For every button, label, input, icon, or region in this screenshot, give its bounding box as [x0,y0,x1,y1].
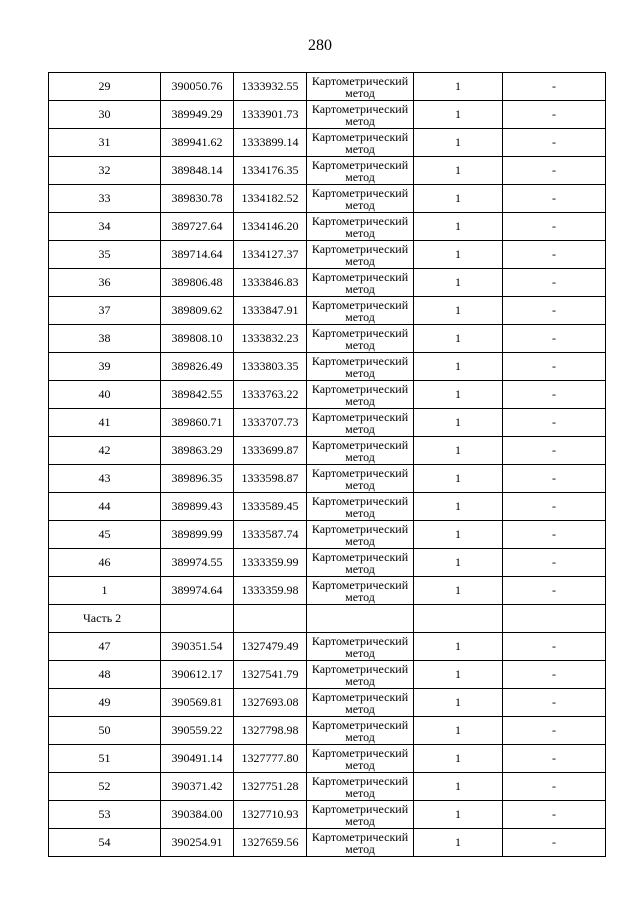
y-coordinate-cell: 1327693.08 [234,689,307,717]
count-cell: 1 [414,717,503,745]
method-text: Картометрический метод [311,298,409,324]
dash-cell: - [503,185,606,213]
method-cell [307,297,414,325]
method-text: Картометрический метод [311,522,409,548]
empty-cell [414,605,503,633]
point-number-cell: 52 [49,773,161,801]
method-text: Картометрический метод [311,718,409,744]
dash-cell: - [503,829,606,857]
y-coordinate-cell: 1333598.87 [234,465,307,493]
method-cell [307,549,414,577]
y-coordinate-cell: 1327541.79 [234,661,307,689]
x-coordinate-cell: 389949.29 [161,101,234,129]
table-row [49,549,606,577]
x-coordinate-cell: 389830.78 [161,185,234,213]
dash-cell: - [503,801,606,829]
point-number-cell: 50 [49,717,161,745]
method-text: Картометрический метод [311,690,409,716]
table-row [49,521,606,549]
method-cell [307,129,414,157]
method-text: Картометрический метод [311,354,409,380]
table-row [49,829,606,857]
count-cell: 1 [414,101,503,129]
x-coordinate-cell: 389806.48 [161,269,234,297]
dash-cell: - [503,297,606,325]
x-coordinate-cell: 389714.64 [161,241,234,269]
method-text: Картометрический метод [311,214,409,240]
point-number-cell: 38 [49,325,161,353]
dash-cell: - [503,437,606,465]
count-cell: 1 [414,829,503,857]
table-row [49,633,606,661]
method-cell [307,633,414,661]
dash-cell: - [503,213,606,241]
method-cell [307,213,414,241]
x-coordinate-cell: 389974.55 [161,549,234,577]
table-row [49,157,606,185]
dash-cell: - [503,493,606,521]
x-coordinate-cell: 390491.14 [161,745,234,773]
method-cell [307,101,414,129]
coordinates-table [48,72,606,857]
count-cell: 1 [414,297,503,325]
y-coordinate-cell: 1334146.20 [234,213,307,241]
point-number-cell: 43 [49,465,161,493]
count-cell: 1 [414,213,503,241]
table-row [49,353,606,381]
table-row [49,325,606,353]
point-number-cell: 31 [49,129,161,157]
y-coordinate-cell: 1327479.49 [234,633,307,661]
y-coordinate-cell: 1333932.55 [234,73,307,101]
count-cell: 1 [414,577,503,605]
table-row [49,185,606,213]
y-coordinate-cell: 1333846.83 [234,269,307,297]
x-coordinate-cell: 389809.62 [161,297,234,325]
count-cell: 1 [414,773,503,801]
method-cell [307,73,414,101]
empty-cell [503,605,606,633]
method-cell [307,493,414,521]
x-coordinate-cell: 389808.10 [161,325,234,353]
table-row [49,213,606,241]
count-cell: 1 [414,801,503,829]
method-text: Картометрический метод [311,830,409,856]
dash-cell: - [503,325,606,353]
table-row [49,801,606,829]
y-coordinate-cell: 1334182.52 [234,185,307,213]
y-coordinate-cell: 1333847.91 [234,297,307,325]
method-cell [307,773,414,801]
method-text: Картометрический метод [311,158,409,184]
empty-cell [307,605,414,633]
y-coordinate-cell: 1327710.93 [234,801,307,829]
dash-cell: - [503,381,606,409]
y-coordinate-cell: 1333359.98 [234,577,307,605]
point-number-cell: 33 [49,185,161,213]
x-coordinate-cell: 390050.76 [161,73,234,101]
method-text: Картометрический метод [311,634,409,660]
count-cell: 1 [414,129,503,157]
method-text: Картометрический метод [311,410,409,436]
count-cell: 1 [414,465,503,493]
method-cell [307,269,414,297]
table-row [49,381,606,409]
point-number-cell: 53 [49,801,161,829]
method-text: Картометрический метод [311,774,409,800]
point-number-cell: 40 [49,381,161,409]
table-row [49,269,606,297]
x-coordinate-cell: 389826.49 [161,353,234,381]
x-coordinate-cell: 389842.55 [161,381,234,409]
method-cell [307,717,414,745]
point-number-cell: 44 [49,493,161,521]
point-number-cell: 39 [49,353,161,381]
method-text: Картометрический метод [311,242,409,268]
method-cell [307,661,414,689]
empty-cell [161,605,234,633]
dash-cell: - [503,717,606,745]
table-row [49,129,606,157]
point-number-cell: 30 [49,101,161,129]
count-cell: 1 [414,661,503,689]
method-text: Картометрический метод [311,438,409,464]
table-row [49,773,606,801]
y-coordinate-cell: 1327659.56 [234,829,307,857]
table-row [49,689,606,717]
y-coordinate-cell: 1334127.37 [234,241,307,269]
section-row [49,605,606,633]
method-cell [307,521,414,549]
x-coordinate-cell: 390612.17 [161,661,234,689]
x-coordinate-cell: 389899.99 [161,521,234,549]
dash-cell: - [503,773,606,801]
dash-cell: - [503,661,606,689]
x-coordinate-cell: 389899.43 [161,493,234,521]
method-text: Картометрический метод [311,270,409,296]
x-coordinate-cell: 389860.71 [161,409,234,437]
method-cell [307,745,414,773]
y-coordinate-cell: 1333899.14 [234,129,307,157]
method-cell [307,185,414,213]
point-number-cell: 49 [49,689,161,717]
dash-cell: - [503,465,606,493]
x-coordinate-cell: 390384.00 [161,801,234,829]
point-number-cell: 48 [49,661,161,689]
point-number-cell: 37 [49,297,161,325]
count-cell: 1 [414,241,503,269]
dash-cell: - [503,353,606,381]
x-coordinate-cell: 389974.64 [161,577,234,605]
table-row [49,101,606,129]
point-number-cell: 35 [49,241,161,269]
count-cell: 1 [414,73,503,101]
x-coordinate-cell: 390371.42 [161,773,234,801]
method-cell [307,157,414,185]
dash-cell: - [503,101,606,129]
count-cell: 1 [414,409,503,437]
y-coordinate-cell: 1333763.22 [234,381,307,409]
x-coordinate-cell: 390351.54 [161,633,234,661]
table-row [49,241,606,269]
y-coordinate-cell: 1334176.35 [234,157,307,185]
method-text: Картометрический метод [311,578,409,604]
count-cell: 1 [414,521,503,549]
x-coordinate-cell: 389941.62 [161,129,234,157]
point-number-cell: 34 [49,213,161,241]
section-label: Часть 2 [49,605,161,633]
x-coordinate-cell: 389727.64 [161,213,234,241]
point-number-cell: 54 [49,829,161,857]
dash-cell: - [503,269,606,297]
method-cell [307,577,414,605]
point-number-cell: 45 [49,521,161,549]
dash-cell: - [503,241,606,269]
point-number-cell: 36 [49,269,161,297]
method-text: Картометрический метод [311,102,409,128]
dash-cell: - [503,689,606,717]
y-coordinate-cell: 1333587.74 [234,521,307,549]
method-text: Картометрический метод [311,186,409,212]
method-text: Картометрический метод [311,326,409,352]
y-coordinate-cell: 1327751.28 [234,773,307,801]
method-cell [307,325,414,353]
count-cell: 1 [414,549,503,577]
method-text: Картометрический метод [311,550,409,576]
table-row [49,577,606,605]
count-cell: 1 [414,325,503,353]
count-cell: 1 [414,633,503,661]
method-text: Картометрический метод [311,382,409,408]
method-text: Картометрический метод [311,466,409,492]
dash-cell: - [503,549,606,577]
empty-cell [234,605,307,633]
x-coordinate-cell: 390559.22 [161,717,234,745]
count-cell: 1 [414,493,503,521]
y-coordinate-cell: 1333803.35 [234,353,307,381]
count-cell: 1 [414,353,503,381]
point-number-cell: 42 [49,437,161,465]
table-row [49,297,606,325]
method-cell [307,689,414,717]
method-text: Картометрический метод [311,494,409,520]
dash-cell: - [503,409,606,437]
method-text: Картометрический метод [311,74,409,100]
method-text: Картометрический метод [311,746,409,772]
y-coordinate-cell: 1333699.87 [234,437,307,465]
point-number-cell: 1 [49,577,161,605]
method-text: Картометрический метод [311,802,409,828]
x-coordinate-cell: 389896.35 [161,465,234,493]
method-cell [307,465,414,493]
method-text: Картометрический метод [311,130,409,156]
y-coordinate-cell: 1333832.23 [234,325,307,353]
coordinates-table-body [49,73,606,857]
x-coordinate-cell: 390569.81 [161,689,234,717]
method-cell [307,437,414,465]
count-cell: 1 [414,745,503,773]
x-coordinate-cell: 389863.29 [161,437,234,465]
point-number-cell: 41 [49,409,161,437]
count-cell: 1 [414,381,503,409]
method-cell [307,241,414,269]
dash-cell: - [503,633,606,661]
count-cell: 1 [414,689,503,717]
dash-cell: - [503,129,606,157]
table-row [49,717,606,745]
count-cell: 1 [414,437,503,465]
table-row [49,73,606,101]
count-cell: 1 [414,185,503,213]
method-cell [307,381,414,409]
point-number-cell: 29 [49,73,161,101]
point-number-cell: 51 [49,745,161,773]
table-row [49,661,606,689]
point-number-cell: 46 [49,549,161,577]
page-number: 280 [308,37,332,54]
table-row [49,465,606,493]
dash-cell: - [503,745,606,773]
method-cell [307,801,414,829]
method-text: Картометрический метод [311,662,409,688]
dash-cell: - [503,521,606,549]
dash-cell: - [503,73,606,101]
y-coordinate-cell: 1327798.98 [234,717,307,745]
count-cell: 1 [414,157,503,185]
table-row [49,493,606,521]
y-coordinate-cell: 1327777.80 [234,745,307,773]
method-cell [307,353,414,381]
method-cell [307,829,414,857]
point-number-cell: 32 [49,157,161,185]
x-coordinate-cell: 389848.14 [161,157,234,185]
y-coordinate-cell: 1333707.73 [234,409,307,437]
table-row [49,745,606,773]
table-row [49,409,606,437]
method-cell [307,409,414,437]
table-row [49,437,606,465]
y-coordinate-cell: 1333901.73 [234,101,307,129]
dash-cell: - [503,577,606,605]
dash-cell: - [503,157,606,185]
point-number-cell: 47 [49,633,161,661]
count-cell: 1 [414,269,503,297]
x-coordinate-cell: 390254.91 [161,829,234,857]
y-coordinate-cell: 1333359.99 [234,549,307,577]
y-coordinate-cell: 1333589.45 [234,493,307,521]
